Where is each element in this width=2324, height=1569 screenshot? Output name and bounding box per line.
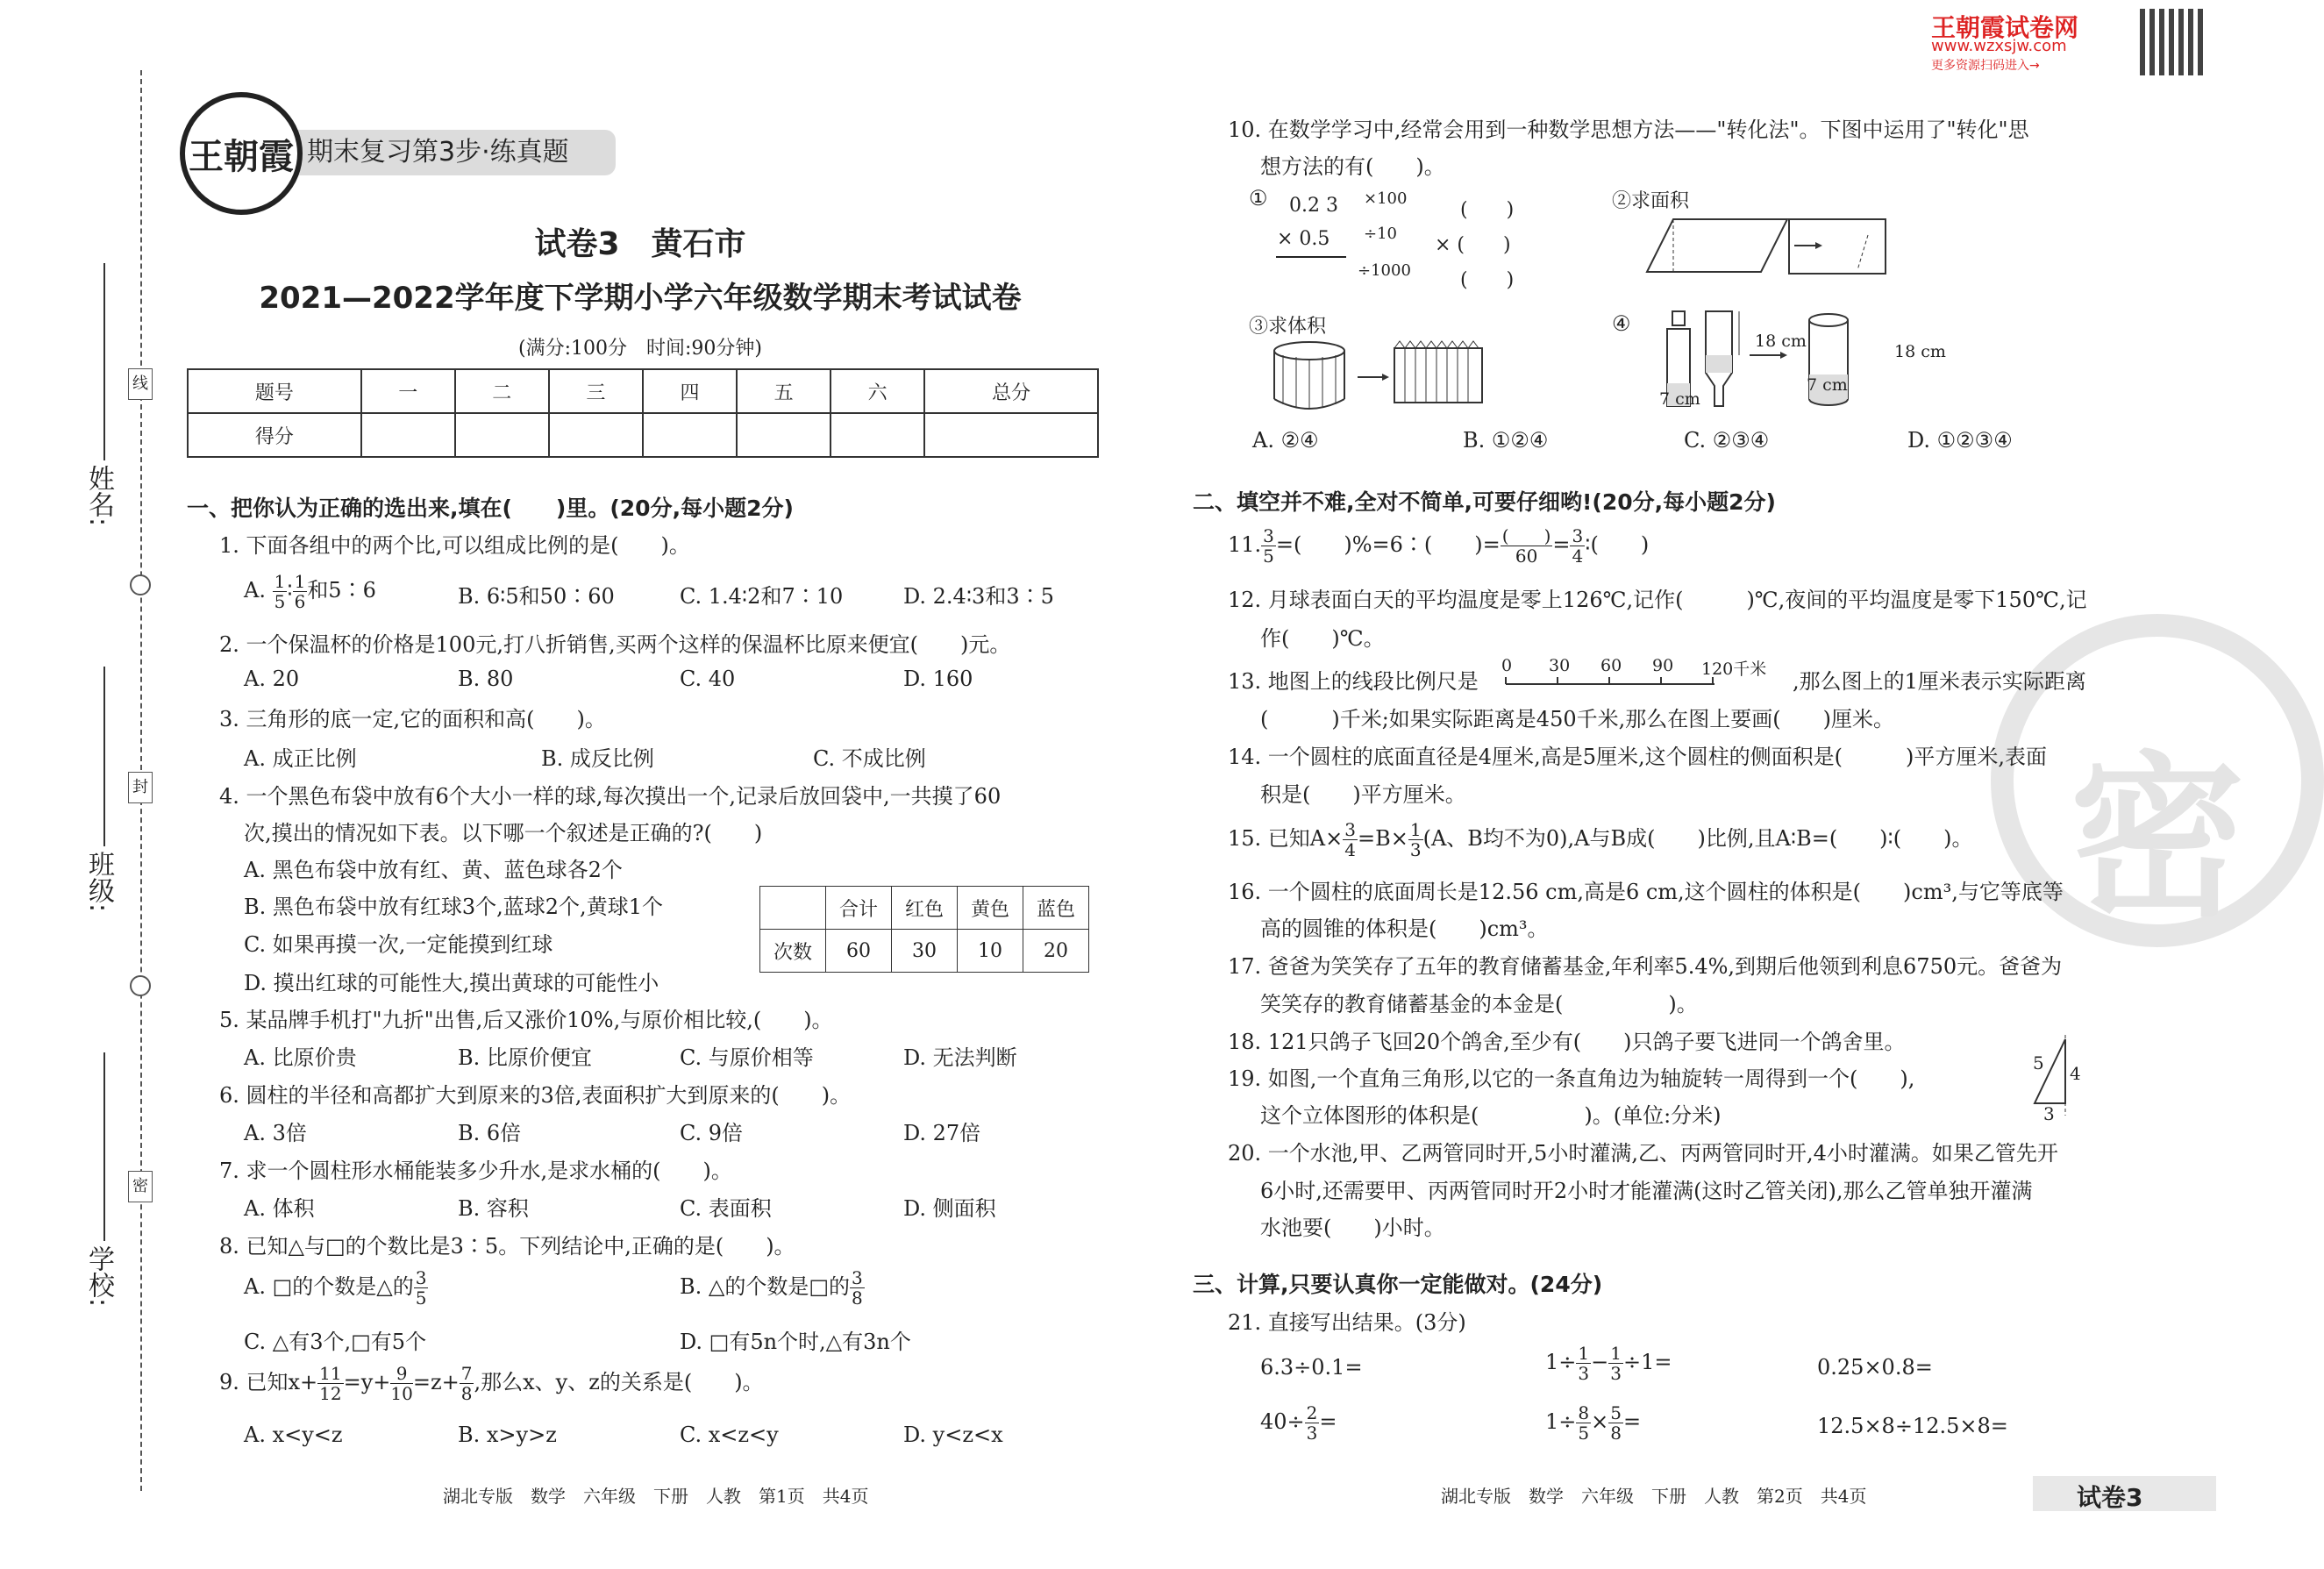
q10-option-b[interactable]: B. ①②④: [1463, 428, 1549, 453]
table-cell: 次数: [760, 930, 826, 973]
q2-option-a[interactable]: A. 20: [244, 667, 300, 691]
triangle-side-label: 4: [2070, 1063, 2081, 1084]
figure-1-label: ①: [1249, 186, 1268, 210]
figure-2-rectangle: [1787, 218, 1893, 279]
q2-option-c[interactable]: C. 40: [680, 667, 736, 691]
q17-line2: 笑笑存的教育储蓄基金的本金是( )。: [1260, 992, 1698, 1016]
q4-option-a[interactable]: A. 黑色布袋中放有红、黄、蓝色球各2个: [244, 858, 623, 882]
table-cell: [760, 887, 826, 930]
score-cell[interactable]: [737, 413, 831, 457]
q15: 15. 已知A× $\frac{3}{4}$ =B× $\frac{1}{3}$ (A、B均不为0),A与B成( )比例,且A∶B=( )∶( )。: [1228, 819, 1973, 860]
watermark-seal: 密: [1991, 614, 2324, 947]
scale-tick-label: 0: [1501, 656, 1513, 675]
q5-stem: 5. 某品牌手机打"九折"出售,后又涨价10%,与原价相比较,( )。: [219, 1008, 833, 1032]
score-header: 六: [831, 369, 924, 413]
figure-3-cylinder-slices: [1270, 338, 1489, 417]
figure-3-label: ③求体积: [1249, 316, 1327, 338]
q9-option-b[interactable]: B. x>y>z: [458, 1423, 557, 1447]
figure-1-op1: ×100: [1364, 189, 1408, 208]
q19-line2: 这个立体图形的体积是( )。(单位:分米): [1260, 1103, 1722, 1128]
figure-2-label: ②求面积: [1612, 190, 1690, 212]
bind-mark-secret: 密: [128, 1171, 153, 1202]
triangle-side-label: 3: [2043, 1103, 2055, 1124]
exam-subtitle: 2021—2022学年度下学期小学六年级数学期末考试试卷: [259, 281, 1022, 316]
figure-4-h3: 18 cm: [1894, 342, 1946, 361]
calc-5: 1÷ $\frac{8}{5}$ × $\frac{5}{8}$ =: [1545, 1402, 1642, 1444]
q1-stem: 1. 下面各组中的两个比,可以组成比例的是( )。: [219, 533, 690, 558]
q8-stem: 8. 已知△与□的个数比是3∶5。下列结论中,正确的是( )。: [219, 1234, 795, 1259]
exam-title: 试卷3 黄石市: [534, 226, 746, 262]
calc-3: 0.25×0.8=: [1817, 1355, 1933, 1380]
table-cell: 红色: [892, 887, 958, 930]
brand-name: 王朝霞试卷网: [1931, 13, 2079, 42]
table-cell: 30: [892, 930, 958, 973]
q21-stem: 21. 直接写出结果。(3分): [1228, 1310, 1466, 1335]
q9-option-c[interactable]: C. x<z<y: [680, 1423, 779, 1447]
score-cell[interactable]: [361, 413, 455, 457]
publisher-logo: 王朝霞: [180, 92, 303, 215]
footer-right: 湖北专版 数学 六年级 下册 人教 第2页 共4页: [1441, 1486, 1867, 1507]
table-cell: 黄色: [958, 887, 1023, 930]
binding-hole: [130, 574, 151, 596]
scale-tick-label: 60: [1600, 656, 1622, 675]
q4-results-table: [759, 886, 1089, 973]
q8-option-c[interactable]: C. △有3个,□有5个: [244, 1330, 427, 1354]
q2-stem: 2. 一个保温杯的价格是100元,打八折销售,买两个这样的保温杯比原来便宜( )元。: [219, 632, 1011, 657]
q2-option-d[interactable]: D. 160: [903, 667, 973, 691]
q12-line1: 12. 月球表面白天的平均温度是零上126℃,记作( )℃,夜间的平均温度是零下150℃,记: [1228, 588, 2087, 612]
binding-hole: [130, 975, 151, 996]
score-row-label: 得分: [188, 413, 361, 457]
q10-option-c[interactable]: C. ②③④: [1684, 428, 1770, 453]
figure-1-m1: 0.2 3: [1289, 195, 1338, 217]
q5-option-c[interactable]: C. 与原价相等: [680, 1045, 814, 1070]
brand-subtext: 更多资源扫码进入→: [1931, 59, 2040, 73]
footer-left: 湖北专版 数学 六年级 下册 人教 第1页 共4页: [443, 1486, 869, 1507]
q7-option-a[interactable]: A. 体积: [244, 1196, 315, 1221]
bind-mark-line: 线: [128, 368, 153, 400]
score-cell[interactable]: [455, 413, 549, 457]
q12-line2: 作( )℃。: [1260, 626, 1385, 651]
q2-option-b[interactable]: B. 80: [458, 667, 514, 691]
q13-line1-b: ,那么图上的1厘米表示实际距离: [1793, 669, 2086, 694]
q3-stem: 3. 三角形的底一定,它的面积和高( )。: [219, 707, 606, 731]
scale-tick-label: 30: [1549, 656, 1571, 675]
q1-option-a[interactable]: A. $\frac{1}{5}$ ∶ $\frac{1}{6}$ 和5∶6: [244, 571, 376, 612]
figure-4-h4: 7 cm: [1807, 375, 1848, 395]
q4-stem-line1: 4. 一个黑色布袋中放有6个大小一样的球,每次摸出一个,记录后放回袋中,一共摸了60: [219, 784, 1002, 809]
figure-1-m2: × 0.5: [1277, 228, 1330, 250]
figure-1-p3: ( ): [1460, 269, 1515, 291]
q3-option-a[interactable]: A. 成正比例: [244, 746, 357, 771]
review-step-banner: 期末复习第3步·练真题: [289, 130, 616, 175]
section-1-heading: 一、把你认为正确的选出来,填在( )里。(20分,每小题2分): [187, 496, 794, 521]
q10-stem-line1: 10. 在数学学习中,经常会用到一种数学思想方法——"转化法"。下图中运用了"转化"思: [1228, 118, 2029, 142]
q20-line1: 20. 一个水池,甲、乙两管同时开,5小时灌满,乙、丙两管同时开,4小时灌满。如果乙管先开: [1228, 1141, 2058, 1166]
table-cell: 20: [1023, 930, 1089, 973]
q4-option-c[interactable]: C. 如果再摸一次,一定能摸到红球: [244, 932, 553, 957]
score-header: 四: [643, 369, 737, 413]
q9-option-a[interactable]: A. x<y<z: [244, 1423, 343, 1447]
figure-1-p2: × ( ): [1435, 234, 1511, 256]
class-label: 班级:: [83, 851, 114, 913]
name-field[interactable]: [103, 263, 105, 460]
scale-tick-label: 120千米: [1701, 660, 1767, 679]
figure-4-h1: 18 cm: [1755, 332, 1807, 351]
q14-line2: 积是( )平方厘米。: [1260, 782, 1466, 807]
score-header: 题号: [188, 369, 361, 413]
figure-4-h2: 7 cm: [1659, 389, 1700, 409]
q3-option-b[interactable]: B. 成反比例: [541, 746, 654, 771]
q10-stem-line2: 想方法的有( )。: [1260, 154, 1445, 179]
calc-1: 6.3÷0.1=: [1260, 1355, 1363, 1380]
figure-1-p1: ( ): [1460, 199, 1515, 221]
table-cell: 合计: [826, 887, 892, 930]
q4-option-d[interactable]: D. 摸出红球的可能性大,摸出黄球的可能性小: [244, 971, 659, 995]
table-cell: 蓝色: [1023, 887, 1089, 930]
score-header: 二: [455, 369, 549, 413]
q1-option-d[interactable]: D. 2.4∶3和3∶5: [903, 584, 1054, 609]
q16-line1: 16. 一个圆柱的底面周长是12.56 cm,高是6 cm,这个圆柱的体积是( )cm³,与它等底等: [1228, 880, 2064, 904]
calc-2: 1÷ $\frac{1}{3}$ − $\frac{1}{3}$ ÷1=: [1545, 1343, 1672, 1384]
q19-line1: 19. 如图,一个直角三角形,以它的一条直角边为轴旋转一周得到一个( ),: [1228, 1066, 1915, 1091]
score-table: [187, 368, 1099, 458]
school-field[interactable]: [103, 1052, 105, 1241]
score-time-info: (满分:100分 时间:90分钟): [518, 338, 762, 360]
q20-line3: 水池要( )小时。: [1260, 1216, 1445, 1240]
score-header: 一: [361, 369, 455, 413]
table-cell: 60: [826, 930, 892, 973]
q9-option-d[interactable]: D. y<z<x: [903, 1423, 1003, 1447]
score-header: 五: [737, 369, 831, 413]
name-label: 姓名:: [83, 465, 114, 527]
q13-line1-a: 13. 地图上的线段比例尺是: [1228, 669, 1479, 694]
q18: 18. 121只鸽子飞回20个鸽舍,至少有( )只鸽子要飞进同一个鸽舍里。: [1228, 1030, 1906, 1054]
paper-tag: 试卷3: [2077, 1483, 2143, 1512]
figure-1-rule: [1276, 256, 1346, 258]
score-cell[interactable]: [643, 413, 737, 457]
q1-option-c[interactable]: C. 1.4∶2和7∶10: [680, 584, 844, 609]
q3-option-c[interactable]: C. 不成比例: [813, 746, 926, 771]
figure-4-label: ④: [1612, 311, 1631, 336]
bind-mark-seal: 封: [128, 772, 153, 803]
q10-option-d[interactable]: D. ①②③④: [1907, 428, 2013, 453]
q6-option-a[interactable]: A. 3倍: [244, 1121, 307, 1145]
q7-option-d[interactable]: D. 侧面积: [903, 1196, 996, 1221]
q17-line1: 17. 爸爸为笑笑存了五年的教育储蓄基金,年利率5.4%,到期后他领到利息6750元。爸爸为: [1228, 954, 2063, 979]
q7-option-c[interactable]: C. 表面积: [680, 1196, 772, 1221]
brand-url: www.wzxsjw.com: [1931, 37, 2067, 55]
q4-stem-line2: 次,摸出的情况如下表。以下哪一个叙述是正确的?( ): [244, 821, 763, 845]
calc-6: 12.5×8÷12.5×8=: [1817, 1414, 2008, 1438]
q6-option-d[interactable]: D. 27倍: [903, 1121, 981, 1145]
q7-stem: 7. 求一个圆柱形水桶能装多少升水,是求水桶的( )。: [219, 1159, 732, 1183]
q5-option-d[interactable]: D. 无法判断: [903, 1045, 1017, 1070]
q8-option-a[interactable]: A. □的个数是△的 $\frac{3}{5}$: [244, 1267, 427, 1309]
score-cell[interactable]: [549, 413, 643, 457]
q11: 11. $\frac{3}{5}$ =( )%=6∶( )= ( ) 60 = $\frac{3}{4}$ ∶( ): [1228, 525, 1650, 567]
q20-line2: 6小时,还需要甲、丙两管同时开2小时才能灌满(这时乙管关闭),那么乙管单独开灌满: [1260, 1179, 2033, 1203]
q5-option-b[interactable]: B. 比原价便宜: [458, 1045, 592, 1070]
school-label: 学校:: [83, 1245, 114, 1308]
q10-option-a[interactable]: A. ②④: [1252, 428, 1319, 453]
figure-1-op2: ÷10: [1364, 225, 1397, 243]
q6-stem: 6. 圆柱的半径和高都扩大到原来的3倍,表面积扩大到原来的( )。: [219, 1083, 852, 1108]
table-cell: 10: [958, 930, 1023, 973]
calc-4: 40÷ $\frac{2}{3}$ =: [1260, 1402, 1337, 1444]
score-cell[interactable]: [924, 413, 1098, 457]
q16-line2: 高的圆锥的体积是( )cm³。: [1260, 916, 1549, 941]
score-header: 三: [549, 369, 643, 413]
q6-option-c[interactable]: C. 9倍: [680, 1121, 744, 1145]
q8-option-b[interactable]: B. △的个数是□的 $\frac{3}{8}$: [680, 1267, 863, 1309]
section-3-heading: 三、计算,只要认真你一定能做对。(24分): [1193, 1272, 1603, 1297]
q4-option-b[interactable]: B. 黑色布袋中放有红球3个,蓝球2个,黄球1个: [244, 895, 663, 919]
q13-line2: ( )千米;如果实际距离是450千米,那么在图上要画( )厘米。: [1260, 707, 1894, 731]
q6-option-b[interactable]: B. 6倍: [458, 1121, 522, 1145]
q5-option-a[interactable]: A. 比原价贵: [244, 1045, 357, 1070]
scale-tick-label: 90: [1652, 656, 1674, 675]
triangle-side-label: 5: [2033, 1052, 2044, 1073]
q14-line1: 14. 一个圆柱的底面直径是4厘米,高是5厘米,这个圆柱的侧面积是( )平方厘米,表面: [1228, 745, 2047, 769]
q1-option-b[interactable]: B. 6∶5和50∶60: [458, 584, 615, 609]
class-field[interactable]: [103, 667, 105, 846]
q9-stem: 9. 已知x+ $\frac{11}{12}$ =y+ $\frac{9}{10}$ =z+ $\frac{7}{8}$ ,那么x、y、z的关系是( )。: [219, 1363, 764, 1404]
qr-code[interactable]: [2140, 9, 2206, 75]
score-header: 总分: [924, 369, 1098, 413]
section-2-heading: 二、填空并不难,全对不简单,可要仔细哟!(20分,每小题2分): [1193, 489, 1776, 515]
score-cell[interactable]: [831, 413, 924, 457]
q8-option-d[interactable]: D. □有5n个时,△有3n个: [680, 1330, 911, 1354]
q7-option-b[interactable]: B. 容积: [458, 1196, 529, 1221]
figure-1-op3: ÷1000: [1358, 261, 1411, 280]
